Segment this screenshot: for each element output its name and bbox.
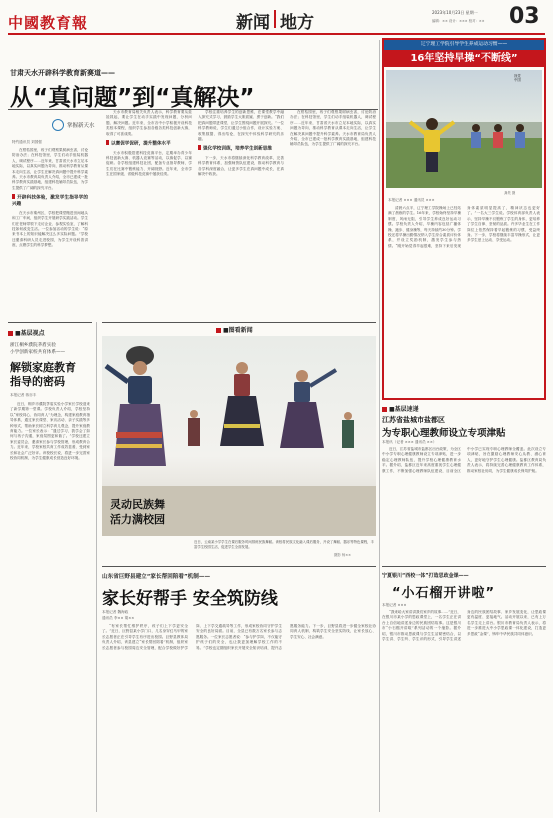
main-kicker: 甘肃天水开辟科学教育新赛道—— bbox=[10, 69, 115, 77]
section-local: 地方 bbox=[280, 13, 314, 33]
col-separator-right bbox=[379, 40, 380, 812]
ln-photo-illustration bbox=[386, 70, 542, 188]
feature-liaoning bbox=[382, 38, 546, 400]
ln-header: 辽宁理工学院引导学生养成运动习惯—— bbox=[384, 40, 544, 50]
article-shandong bbox=[102, 566, 376, 812]
nx-top-rule bbox=[382, 566, 546, 567]
logo-icon bbox=[52, 119, 64, 131]
zj-kicker-1: 浙江桐乡濮院茅盾实验 bbox=[10, 343, 56, 348]
ln-headline: 16年坚持早操“不断线” bbox=[384, 50, 544, 67]
main-subhead-3: 强化学校训练，培养学生创新思维 bbox=[198, 145, 284, 153]
dancer-center bbox=[220, 362, 264, 446]
photo-top-rule bbox=[102, 322, 376, 323]
nx-byline: 本报记者 ××× bbox=[382, 603, 407, 607]
sd-top-rule bbox=[102, 566, 376, 567]
tianshui-logo bbox=[52, 119, 112, 131]
col-separator-left bbox=[96, 322, 97, 812]
sd-kicker: 山东省巨野县建立“家长帮回陪看”机制—— bbox=[102, 574, 211, 580]
zj-headline-2: 指导的密码 bbox=[10, 375, 65, 388]
main-subhead-2: 以赛促学促研，提升整体水平 bbox=[106, 140, 192, 148]
photo-news-box bbox=[102, 322, 376, 562]
zj-headline-1: 解锁家庭教育 bbox=[10, 361, 76, 374]
ln-photo-credit-tag: 视觉中国 bbox=[514, 74, 521, 82]
zj-body: 近日，桐乡市濮院茅盾实验小学家长学校迎来了新学期第一堂课。学校负责人介绍，学校坚持以“家校同心、协同育人”为理念，构建家庭教育指导体系，通过家长课堂、家访活动、亲子实践等多种形式，帮助家长树立科学育儿观念，提升家庭教育能力。一位家长表示：“通过学习，我学会了如何与孩子沟通，家庭氛围更和谐了。”学校还建立家长委员会，邀请家长参与学校管理，形成教育合力。近年来，学校家校共育工作成效显著，受到家长和社会广泛好评。该校校长说，将进一步完善家校协同机制，为学生健康成长营造良好环境。 bbox=[10, 402, 90, 461]
ln-students-row bbox=[471, 124, 525, 148]
main-byline: 特约通讯员 刘国强 bbox=[12, 140, 42, 144]
js-body: 近日，江苏省盐城市盐都区出台政策，为全区中小学专职心理健康教师设立专项津贴，进一步稳定心理教师队伍，提升学校心理健康教育水平。据介绍，盐都区近年来高度重视学生心理健康工作，不断加强心理教师队伍建设，目前全区中小学已实现专职心理教师全覆盖。此次设立专项津贴，旨在激励心理教师安心从教、潜心育人，更好地守护学生心理健康。盐都区教育局负责人表示，将持续完善心理健康教育工作体系，推动家校社协同，为学生健康成长保驾护航。 bbox=[382, 447, 546, 473]
masthead-rule bbox=[8, 33, 545, 35]
article-zhejiang bbox=[8, 322, 92, 568]
sd-byline-1: 本报记者 魏海政 bbox=[102, 610, 129, 614]
main-para-a: 在柑桔园里，孩子们观察果树病虫害，讨论防治办法；在科技馆里，学生们动手组装机器人，调试程序……近年来，甘肃省天水市立足本地实际，以真实问题为导向，推动科学教育从课本走向生活，让学生在解决真问题中提升科学素养。天水市教育局负责人介绍，全市已建成一批科学教育实践基地，组建科技辅导员队伍，为学生提供了广阔的探究平台。 bbox=[12, 148, 88, 190]
section-divider bbox=[274, 10, 276, 28]
zj-top-rule bbox=[8, 322, 92, 323]
dancer-right bbox=[280, 370, 336, 448]
main-para-f2: 在柑桔园里，孩子们观察果树病虫害，讨论防治办法；在科技馆里，学生们动手组装机器人，调试程序……近年来，甘肃省天水市立足本地实际，以真实问题为导向，推动科学教育从课本走向生活，让学生在解决真问题中提升科学素养。天水市教育局负责人介绍，全市已建成一批科学教育实践基地，组建科技辅导员队伍，为学生提供了广阔的探究平台。 bbox=[290, 110, 376, 147]
zj-kicker-2: 小学创新家校共育体系—— bbox=[10, 350, 66, 355]
article-ningxia bbox=[382, 566, 546, 812]
main-col1 bbox=[12, 148, 88, 315]
editor-line: 编辑：×× 设计：××× 校对：×× bbox=[432, 19, 485, 23]
photo-title-2: 活力满校园 bbox=[110, 513, 165, 526]
nx-body: “我来给大家讲讲我们家乡的故事……”近日，在银川市某小学的思政课堂上，一名学生正在讲台上自信地讲述身边的民族团结故事。这是银川市“小石榴开讲啦”系列活动的一个缩影。据介绍，银川市推动思政课与学生生活紧密结合，以学生讲、学生听、学生评的形式，引导学生讲述身边的民族团结故事、家乡发展变化，让思政课更有温度、更接地气。活动开展以来，已有上万名学生走上讲台。银川市教育局负责人表示，将进一步推进大中小学思政课一体化建设，打造更多思政“金课”，铸牢中华民族共同体意识。 bbox=[382, 610, 546, 642]
photo-section-label: ■图看新闻 bbox=[216, 325, 253, 334]
ln-bottom-credit: 龚昊 摄 bbox=[504, 191, 516, 195]
js-section-label: ■基层速递 bbox=[382, 404, 419, 413]
js-byline: 本报讯（记者 ××× 通讯员 ××） bbox=[382, 440, 437, 444]
js-headline-2: 为专职心理教师设立专项津贴 bbox=[382, 428, 506, 439]
main-col4 bbox=[290, 110, 376, 315]
dancers-background bbox=[188, 410, 354, 448]
sd-body: “有家长帮忙维护秩序，孩子们上下学更安全了。”近日，巨野县某小学门口，几名身穿红马甲的家长志愿者正在引导学生有序进出校园。巨野县教体局负责人介绍，该县建立“家长帮回陪看”机制，组织家长志愿者参与校园周边安全管理，配合学校做好护学岗、上下学交通疏导等工作，形成家校协同守护学生安全的良好局面。目前，全县已有数万名家长参与志愿服务。一位家长志愿者说：“参与护学岗，不仅能守护孩子们的安全，也让我更加理解学校工作的不易。”学校也定期组织家长开展安全知识培训，提升志愿服务能力。下一步，巨野县将进一步健全家校社协同育人机制，构筑学生安全坚实防线，让家长放心、学生安心、社会满意。 bbox=[102, 624, 376, 650]
sd-byline-2: 通讯员 李×× 胡×× bbox=[102, 616, 135, 620]
main-para-c: 天水市教育局相关负责人表示，科学教育要从娃娃抓起，要让学生在动手实践中发现问题、分析问题、解决问题。近年来，全市各中小学积极开设科技类校本课程，组织学生参加各级各类科技创新大赛，取得了可喜成绩。 bbox=[106, 110, 192, 136]
nx-headline: “小石榴开讲啦” bbox=[392, 586, 496, 601]
main-col3 bbox=[198, 110, 284, 315]
dance-photo bbox=[102, 336, 376, 536]
article-jiangsu bbox=[382, 404, 546, 560]
page-number: 03 bbox=[509, 4, 540, 29]
photo-credit: 摄影 杨×× bbox=[334, 553, 351, 557]
main-para-d: 天水市积极搭建科技竞赛平台，定期举办青少年科技创新大赛、机器人竞赛等活动，以赛促学、以赛促研。各学校组建科技社团，配备专业指导教师，学生们在比赛中锻炼能力、开阔视野。近年来，全市学生在国家级、省级科技竞赛中屡获佳绩。 bbox=[106, 150, 192, 177]
ln-photo bbox=[386, 70, 542, 188]
ln-body: 清晨六点半，辽宁理工学院操场上已经站满了晨练的学生。16年来，学校始终坚持早操制度，风雨无阻，引导学生养成良好运动习惯。学校负责人介绍，早操内容包括广播体操、跑步、健身操等，每天持续约30分钟。学校还将早操出勤情况纳入学生综合素质评价体系，并设立奖励机制，激发学生参与热情。“刚开始觉得早起很难，坚持下来后发现身体素质明显提高了，精神状态也更好了。”一名大三学生说。学校体育部负责人表示，坚持早操不仅锻炼了学生的身体，更培养了学生自律、坚韧的品质。许多毕业生在工作岗位上依然保持着早起锻炼的习惯，受益终身。下一步，学校将继续丰富早操形式，让更多学生爱上运动、享受运动。 bbox=[388, 206, 540, 248]
photo-caption: 近日，云南某小学学生在课后服务时间排练民族舞蹈。该校将民族文化融入课后服务，开设了舞蹈、器乐等特色课程，丰富学生校园生活，促进学生全面发展。 bbox=[194, 540, 374, 549]
nx-kicker: 宁夏银川“西校一体”打造思政金课—— bbox=[382, 573, 469, 579]
article-main bbox=[8, 40, 378, 315]
main-para-b: 在天水市秦州区，学校把课堂搬进田间地头和工厂车间，组织学生开展研学实践活动。学生们在老师带领下走访企业、参观实验室，了解科技如何改变生活。一位参加活动的学生说：“原来书本上的知识能解决这么多实际问题。”学校还邀请科研人员走进校园，为学生开设科普讲座，点燃学生的科学梦想。 bbox=[12, 210, 88, 248]
zj-byline: 本报记者 蒋亦丰 bbox=[10, 393, 37, 397]
sd-headline: 家长好帮手 安全筑防线 bbox=[102, 589, 278, 609]
logo-caption: 掌握新天水 bbox=[67, 123, 95, 129]
paper-name: 中國教育報 bbox=[8, 14, 89, 32]
main-para-f: 下一步，天水市将继续深化科学教育改革，完善科学教育体系，加强师资队伍建设，推动科学教育与各学科深度融合，让更多学生在真问题中成长，在真解决中收获。 bbox=[198, 155, 284, 177]
main-headline: 从“真问题”到“真解决” bbox=[10, 85, 255, 111]
js-headline-1: 江苏省盐城市盐都区 bbox=[382, 416, 445, 424]
dancer-left bbox=[106, 346, 166, 466]
main-para-e: 学校注重培养学生的创新思维，在课堂教学中融入探究式学习，鼓励学生大胆质疑、勇于创新。“我们把真问题带进课堂，让学生围绕问题开展探究。”一位科学教师说，学生们通过小组合作，设计实验方案、收集数据、得出结论，在探究中体验科学研究的乐趣。 bbox=[198, 110, 284, 142]
section-news: 新闻 bbox=[236, 13, 270, 33]
main-subhead-1: 开辟科技体验，激发学生指导学的兴趣 bbox=[12, 195, 88, 207]
date-line: 2023年10月23日 星期一 bbox=[432, 10, 478, 15]
zj-section-label: ■基层视点 bbox=[8, 328, 45, 337]
ln-byline: 本报记者 ××× 通讯员 ××× bbox=[388, 198, 435, 202]
photo-title-1: 灵动民族舞 bbox=[110, 498, 165, 511]
main-col2 bbox=[106, 110, 192, 315]
